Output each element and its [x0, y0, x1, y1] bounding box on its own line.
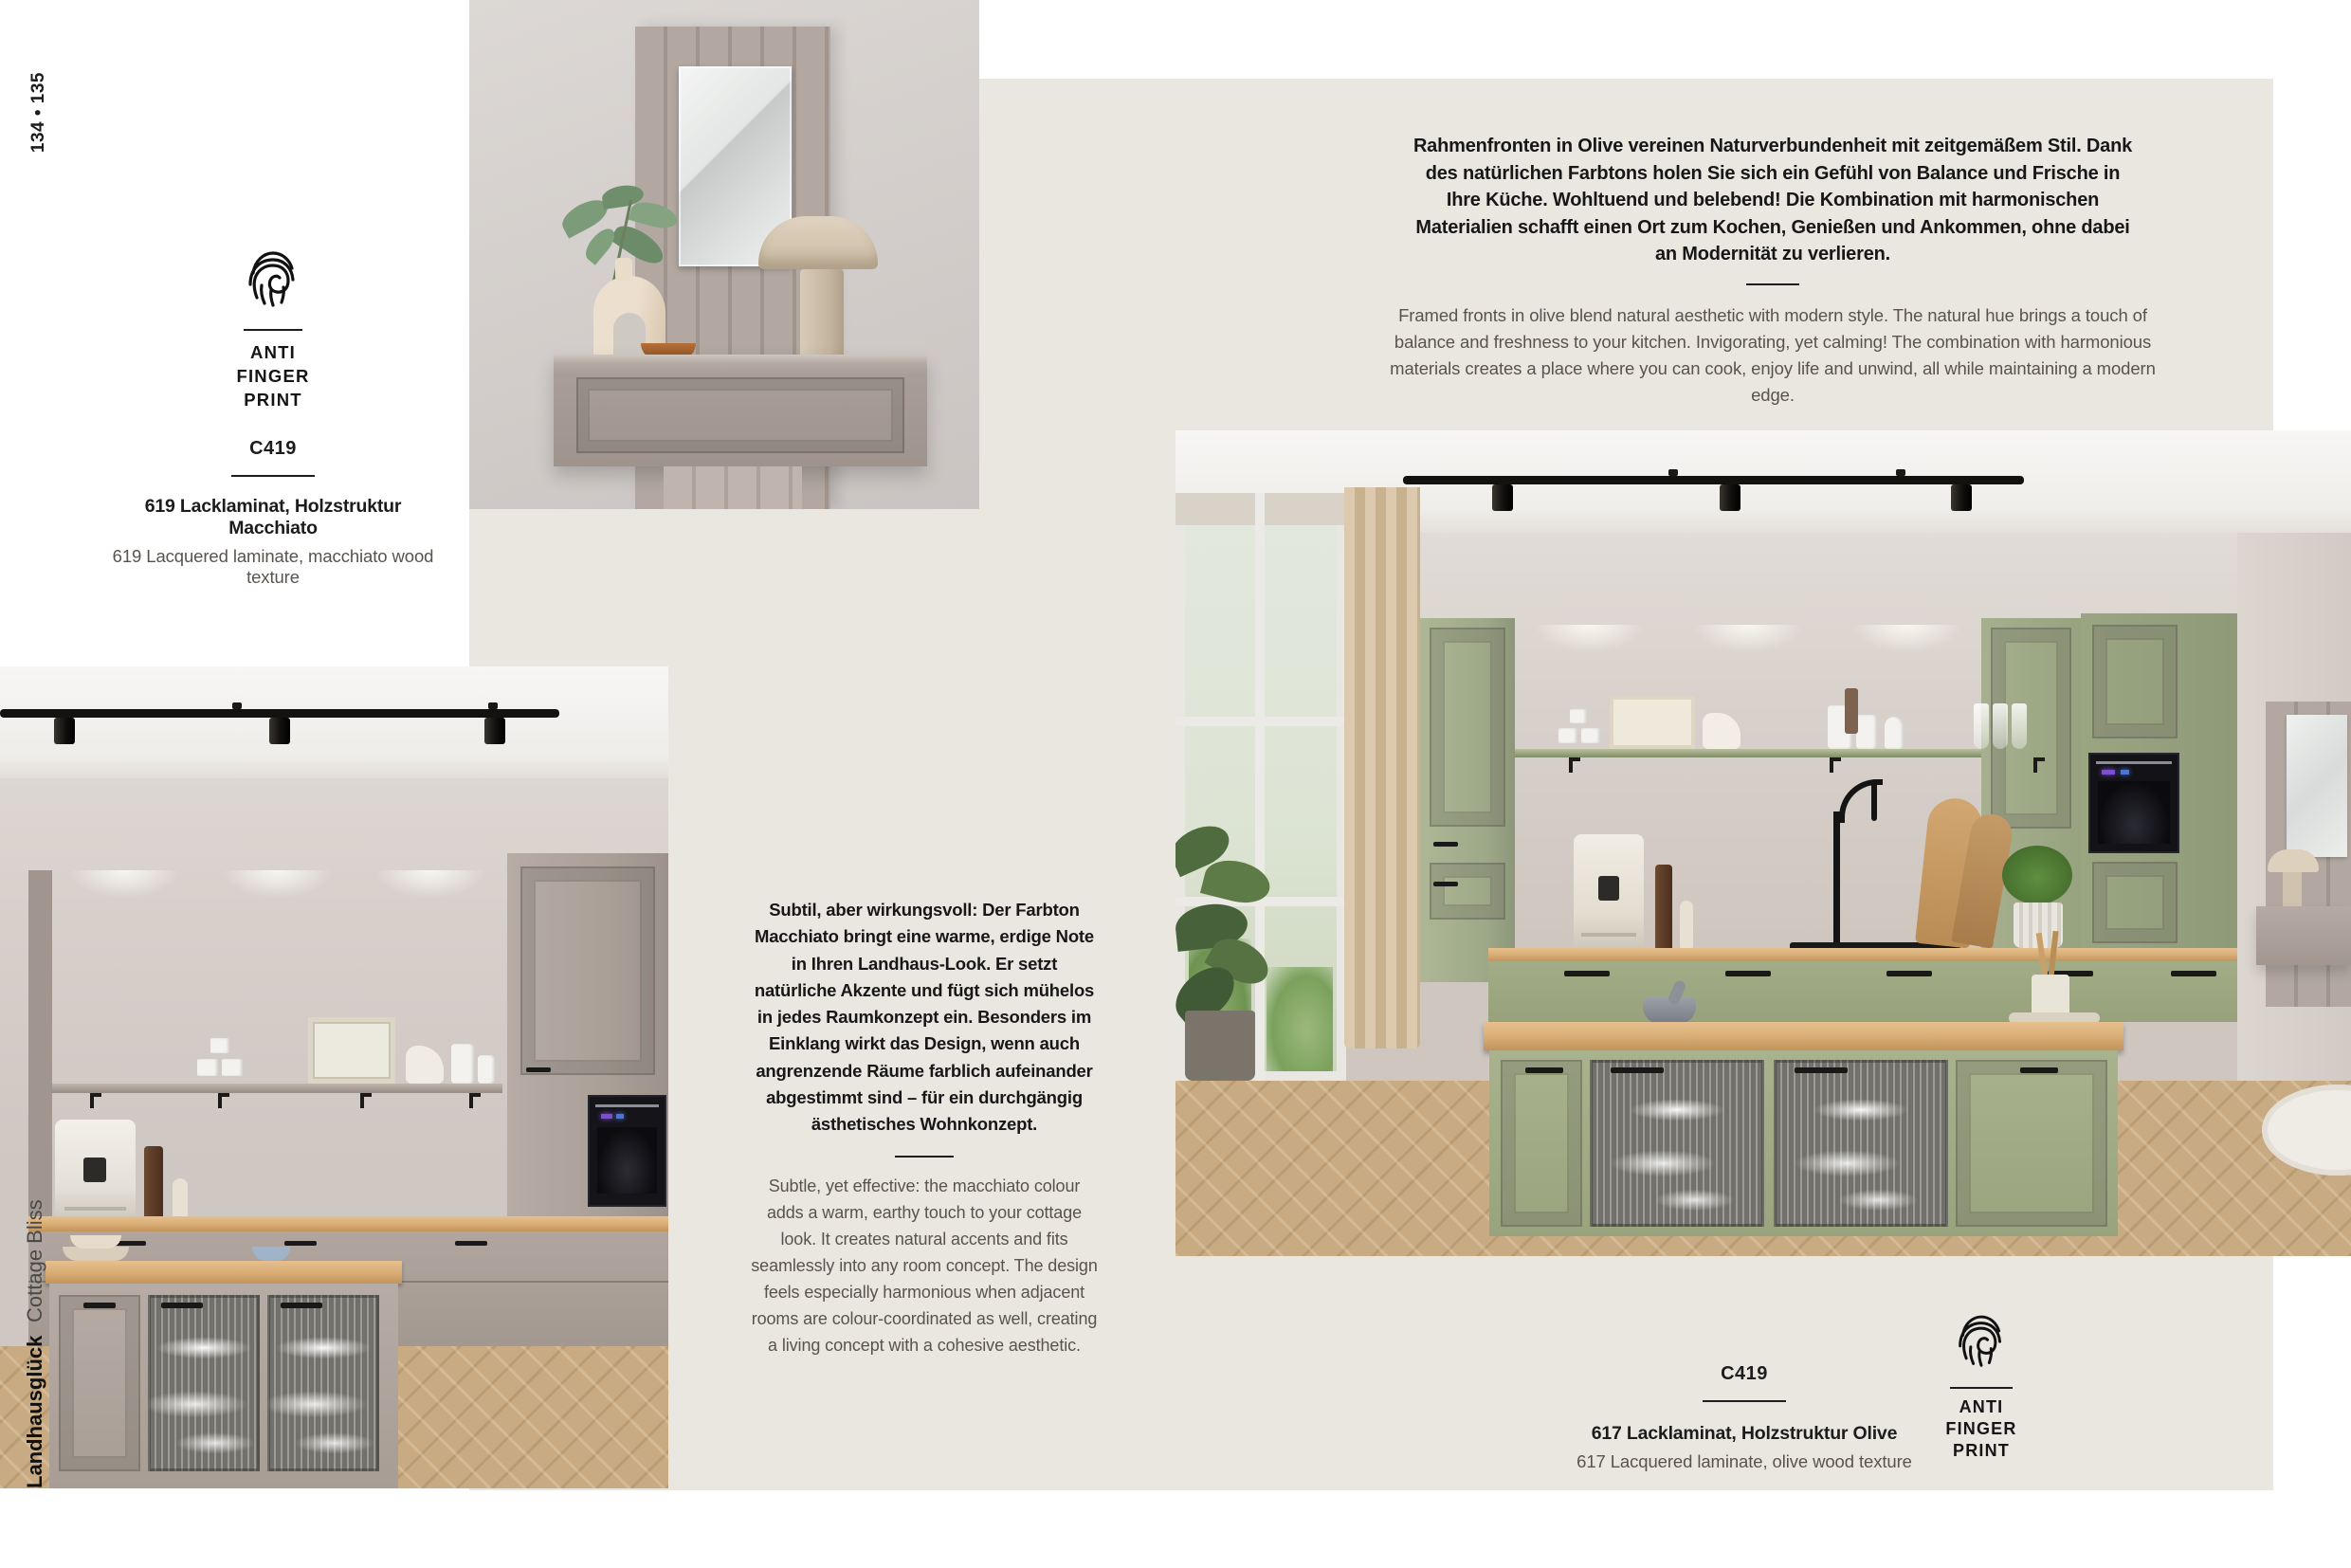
island-worktop: [46, 1261, 402, 1284]
tall-cabinet-left: [1420, 618, 1515, 982]
coffee-machine: [55, 1120, 136, 1218]
utensil-jar: [2014, 950, 2081, 1024]
shelf-bracket: [1569, 757, 1573, 773]
back-worktop: [1488, 948, 2237, 961]
finish-name-de: 617 Lacklaminat, Holzstruktur Olive: [1591, 1423, 1898, 1444]
text-divider: [1746, 283, 1799, 285]
island-body: [1489, 1050, 2118, 1236]
macchiato-paragraph-de: Subtil, aber wirkungsvoll: Der Farbton Macchiato bringt eine warme, erdige Note in Ihren Landhaus-Look. Er setzt natürliche Akzente und fügt sich mühelos in jedes Raumkonzept ein. Besonders im Einklang wirkt das Design, wenn auch angrenzende Räume farblich aufeinander abgestimmt sind – für ein durchgängig ästhetisches Wohnkonzept.: [754, 900, 1095, 1135]
oven-column: [2081, 613, 2237, 961]
shelf-bracket: [218, 1093, 222, 1108]
anti-finger-print-label: FINGER: [236, 366, 310, 386]
code-divider: [1703, 1400, 1786, 1402]
open-shelf: [1515, 749, 1981, 757]
coffee-machine: [1574, 834, 1644, 948]
console-mirror-photo: [469, 0, 979, 509]
island-glass-door: [1774, 1060, 1948, 1227]
shelf-bracket: [469, 1093, 473, 1108]
island-bowls: [63, 1235, 129, 1261]
worktop: [28, 1216, 668, 1231]
badge-divider: [244, 329, 302, 331]
finish-code: C419: [1721, 1363, 1768, 1384]
island-body: [49, 1284, 398, 1488]
fingerprint-icon: [246, 248, 301, 319]
text-divider: [895, 1156, 954, 1158]
shelf-bracket: [360, 1093, 364, 1108]
olive-paragraph-en: Framed fronts in olive blend natural aesthetic with modern style. The natural hue brings a touch of balance and freshness to your kitchen. Invigorating, yet calming! The combination with harmonious materials creates a place where you can cook, enjoy life and unwind, all while maintaining a modern edge.: [1390, 304, 2156, 405]
macchiato-kitchen-photo: [0, 666, 668, 1488]
arch-vase-cutout: [613, 313, 646, 359]
series-title-en: Cottage Bliss: [23, 1199, 46, 1322]
anti-finger-print-label: ANTI: [1959, 1397, 2004, 1416]
ceiling: [0, 666, 668, 778]
open-shelf: [52, 1084, 502, 1093]
finish-name-en: 619 Lacquered laminate, macchiato wood texture: [112, 546, 434, 587]
finish-name-de: 619 Lacklaminat, Holzstruktur Macchiato: [144, 496, 402, 538]
mortar-pestle: [1643, 984, 1700, 1024]
cone-vase: [173, 1178, 188, 1218]
oven: [2088, 753, 2179, 853]
pepper-mill: [1845, 688, 1858, 734]
shelf-bracket: [2033, 757, 2037, 773]
code-divider: [231, 475, 315, 477]
picture-frame: [308, 1017, 395, 1084]
anti-finger-print-label: PRINT: [1953, 1441, 2010, 1460]
kitchen-island: [46, 1235, 402, 1488]
anti-finger-print-label: FINGER: [1945, 1419, 2017, 1438]
cone-vase: [1680, 901, 1693, 948]
olive-text-block: [1384, 133, 2161, 409]
glass-bottle: [1655, 865, 1672, 948]
vase-neck: [615, 258, 632, 281]
island-glass-door: [267, 1295, 379, 1471]
macchiato-paragraph-en: Subtle, yet effective: the macchiato colour adds a warm, earthy touch to your cottage look. It creates natural accents and fits seamlessly into any room concept. The design feels especially harmonious when adjacent rooms are colour-coordinated as well, creating a living concept with a cohesive aesthetic.: [751, 1176, 1098, 1355]
niche-side-panel: [28, 870, 52, 1231]
fingerprint-icon: [1956, 1312, 2007, 1379]
anti-finger-print-label: ANTI: [250, 342, 296, 362]
island-glass-door: [148, 1295, 260, 1471]
anti-finger-print-label: PRINT: [244, 390, 302, 410]
finish-code: C419: [249, 438, 297, 459]
island-worktop: [1484, 1022, 2123, 1050]
picture-frame: [1610, 696, 1695, 749]
olive-kitchen-photo: [1176, 430, 2351, 1256]
olive-finish-block: [1569, 1363, 1920, 1472]
macchiato-text-block: [749, 897, 1100, 1358]
series-title-vertical: [23, 1199, 47, 1488]
finish-name-en: 617 Lacquered laminate, olive wood texture: [1576, 1451, 1912, 1471]
shelf-bracket: [1830, 757, 1833, 773]
page-number: 134 • 135: [28, 72, 48, 154]
series-title-de: Landhausglück: [23, 1335, 46, 1488]
olive-antifingerprint-badge: [1905, 1312, 2057, 1462]
badge-divider: [1950, 1387, 2013, 1389]
glass-bottle: [144, 1146, 163, 1218]
macchiato-finish-block: [102, 248, 444, 588]
olive-paragraph-de: Rahmenfronten in Olive vereinen Naturverbundenheit mit zeitgemäßem Stil. Dank des natürlichen Farbtons holen Sie sich ein Gefühl von Balance und Frische in Ihre Küche. Wohltuend und belebend! Die Kombination mit harmonischen Materialien schafft einen Ort zum Kochen, Genießen und Ankommen, ohne dabei an Modernität zu verlieren.: [1412, 136, 2133, 264]
shelf-bracket: [90, 1093, 94, 1108]
kitchen-island: [1484, 961, 2123, 1256]
oven: [588, 1095, 666, 1207]
plank-panel-lower: [664, 466, 802, 509]
island-glass-door: [1590, 1060, 1764, 1227]
floating-cabinet: [554, 355, 927, 466]
curtain: [1344, 487, 1420, 1048]
island-small-bowl: [252, 1247, 290, 1261]
